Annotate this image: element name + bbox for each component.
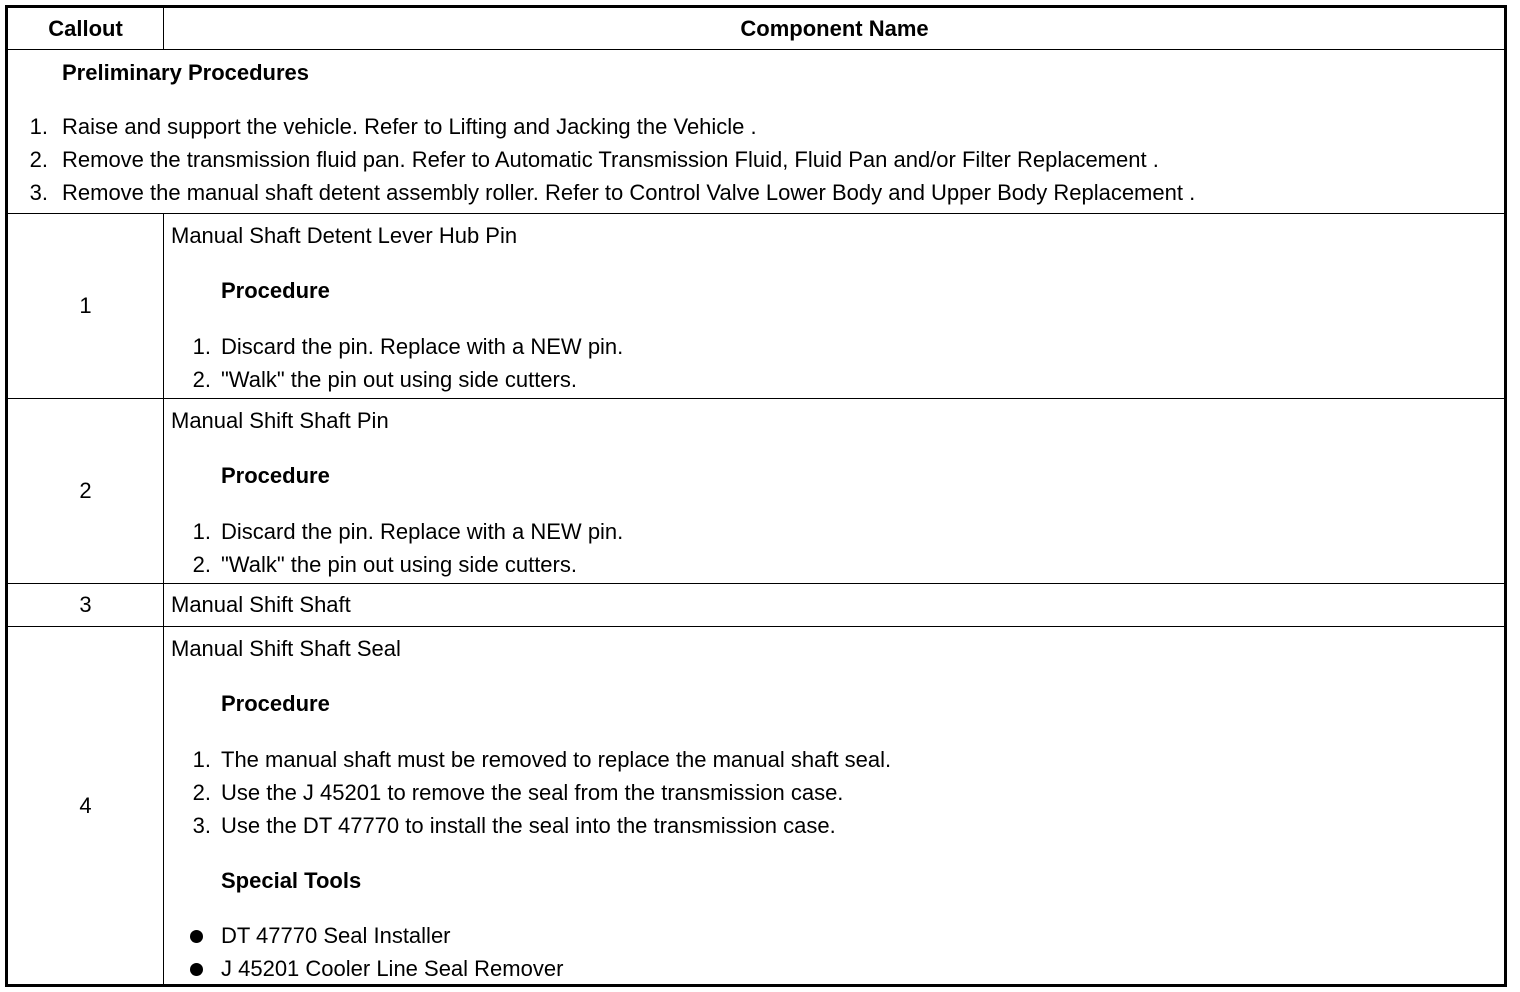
special-tool-item: DT 47770 Seal Installer [221,923,451,948]
component-name: Manual Shift Shaft Pin [171,408,389,433]
component-name: Manual Shift Shaft Seal [171,636,401,661]
procedure-step-text: "Walk" the pin out using side cutters. [221,367,577,392]
procedure-step-text: Use the DT 47770 to install the seal into the transmission case. [221,813,836,838]
special-tool-item: J 45201 Cooler Line Seal Remover [221,956,564,981]
callout-number: 4 [8,627,164,984]
preliminary-step-text: Raise and support the vehicle. Refer to Lifting and Jacking the Vehicle . [62,114,757,139]
procedure-step-text: "Walk" the pin out using side cutters. [221,552,577,577]
preliminary-step-number: 2. [29,147,48,172]
callout-number: 2 [8,399,164,583]
component-name: Manual Shaft Detent Lever Hub Pin [171,223,518,248]
table-row [8,214,1504,399]
callout-number: 1 [8,214,164,398]
procedure-step-number: 1. [192,519,211,544]
component-name-header: Component Name [740,15,929,41]
component-cell [165,214,1504,398]
procedure-step-text: Use the J 45201 to remove the seal from the transmission case. [221,780,844,805]
table-row [8,627,1504,984]
special-tools-title: Special Tools [221,868,362,893]
table-row [8,584,1504,627]
component-cell [165,584,1504,626]
component-name: Manual Shift Shaft [171,592,351,617]
procedure-step-number: 2. [192,780,211,805]
bullet-icon [190,930,203,943]
bullet-icon [190,963,203,976]
procedure-step-text: Discard the pin. Replace with a NEW pin. [221,519,624,544]
preliminary-step-number: 1. [29,114,48,139]
component-cell [165,627,1504,984]
table-row [8,399,1504,584]
procedure-step-number: 1. [192,747,211,772]
callout-number: 3 [8,584,164,626]
preliminary-step-text: Remove the manual shaft detent assembly roller. Refer to Control Valve Lower Body and Upper Body Replacement . [62,180,1196,205]
procedure-step-number: 3. [192,813,211,838]
procedure-step-number: 2. [192,552,211,577]
table-header-row [8,8,1504,50]
procedure-title: Procedure [221,463,330,488]
preliminary-step-text: Remove the transmission fluid pan. Refer to Automatic Transmission Fluid, Fluid Pan and/or Filter Replacement . [62,147,1159,172]
procedure-step-number: 2. [192,367,211,392]
procedure-step-text: The manual shaft must be removed to replace the manual shaft seal. [221,747,892,772]
preliminary-procedures-row [8,50,1504,214]
components-table [5,5,1507,987]
preliminary-procedures-title: Preliminary Procedures [62,60,310,85]
callout-header: Callout [8,8,164,49]
procedure-title: Procedure [221,278,330,303]
procedure-step-text: Discard the pin. Replace with a NEW pin. [221,334,624,359]
procedure-step-number: 1. [192,334,211,359]
procedure-title: Procedure [221,691,330,716]
component-cell [165,399,1504,583]
preliminary-step-number: 3. [29,180,48,205]
